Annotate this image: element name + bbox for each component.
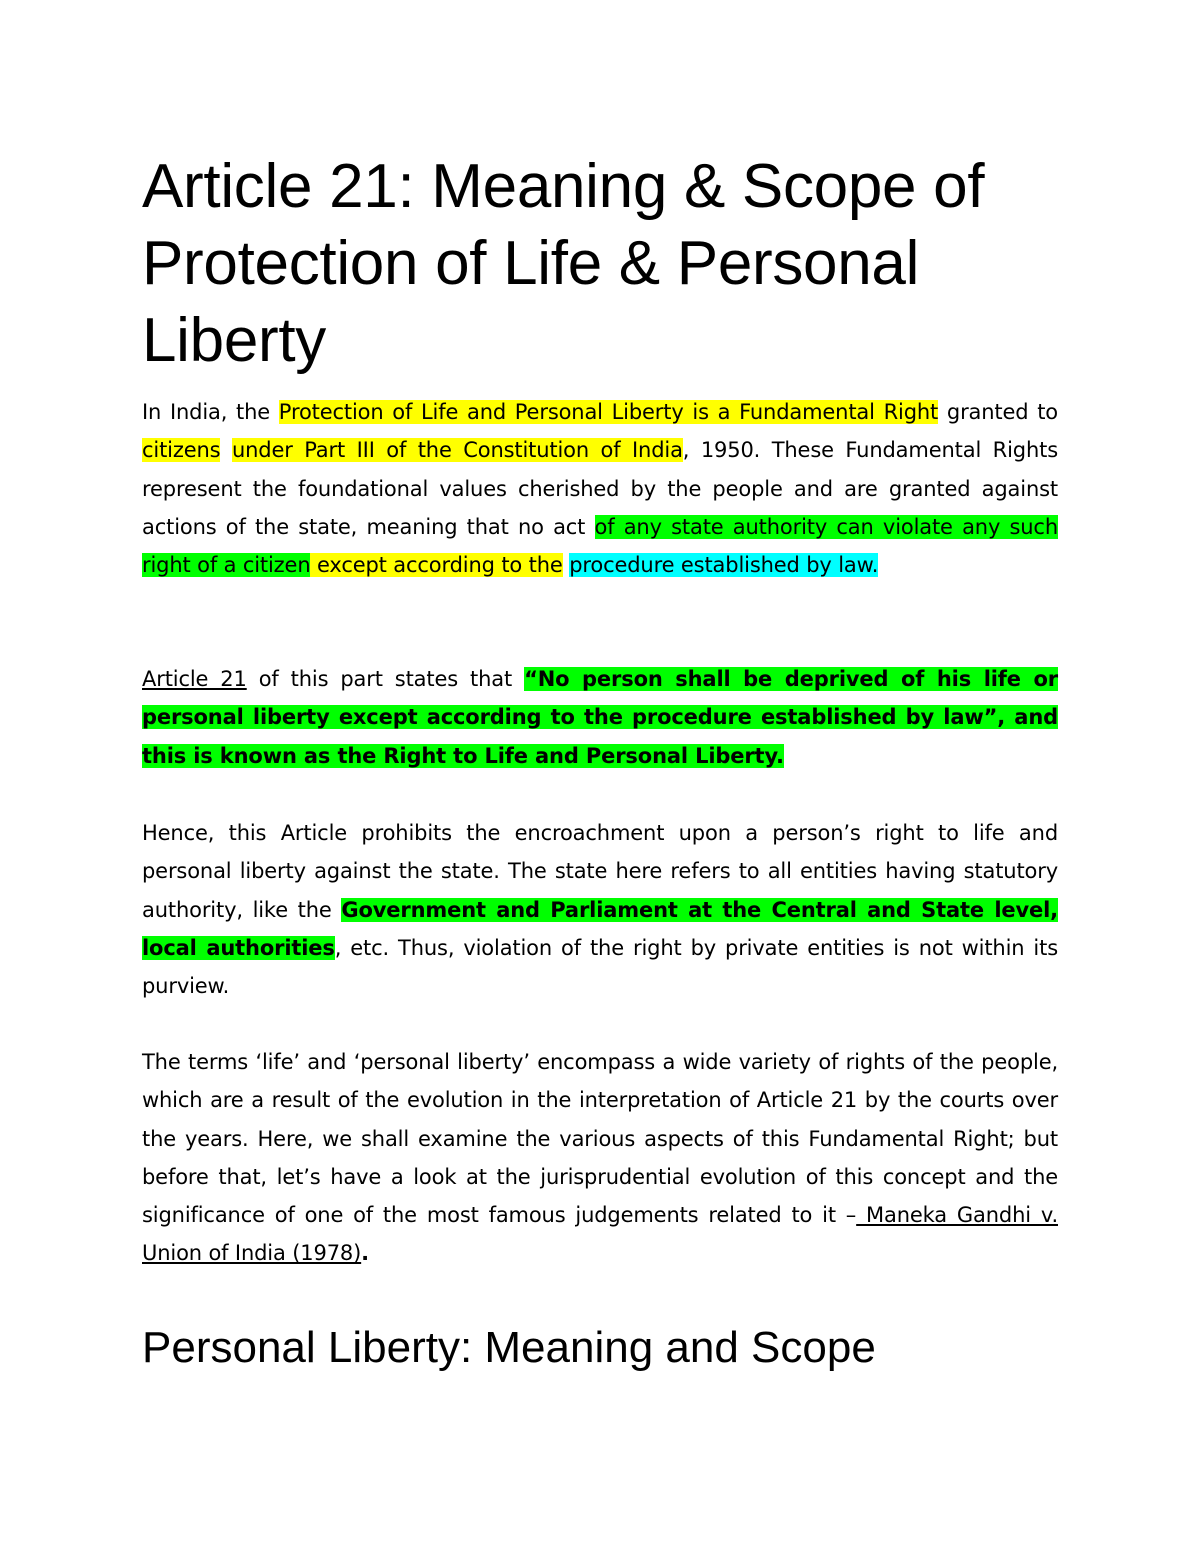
text-span bbox=[220, 438, 232, 462]
highlight-green: of any state authority can violate any such right of a citizen bbox=[142, 514, 1058, 578]
highlight-green-quote: “No person shall be deprived of his life or personal liberty except according to the procedure established by law”, and this is known as the Right to Life and Personal Liberty. bbox=[142, 667, 1058, 768]
text-span: , etc. Thus, violation of the right by private entities is not within its purview. bbox=[142, 935, 1058, 999]
highlight-yellow: under Part III of the Constitution of India bbox=[231, 438, 683, 463]
paragraph-article-21 bbox=[142, 660, 1058, 775]
text-span: In India, the bbox=[142, 400, 279, 424]
section-heading: Personal Liberty: Meaning and Scope bbox=[142, 1323, 876, 1372]
paragraph-intro bbox=[142, 393, 1058, 584]
text-span: The terms ‘life’ and ‘personal liberty’ encompass a wide variety of rights of the people, which are a result of the evolution in the interpretation of Article 21 by the courts over the years. Here, we shall examine the various aspects of this Fundamental Right; but before that, let’s have a look at the jurisprudential evolution of this concept and the significance of one of the most famous judgements related to it – bbox=[142, 1050, 1058, 1228]
text-span: , 1950. These Fundamental Rights represent the foundational values cherished by the people and are granted against actions of the state, meaning that no act bbox=[142, 438, 1058, 539]
text-span: granted to bbox=[938, 400, 1059, 424]
highlight-yellow: Protection of Life and Personal Liberty is a Fundamental Right bbox=[278, 400, 939, 424]
paragraph-life-liberty bbox=[142, 1043, 1058, 1273]
article-21-link[interactable]: Article 21 bbox=[142, 667, 247, 691]
highlight-cyan: procedure established by law. bbox=[569, 553, 879, 578]
highlight-green-bold: Government and Parliament at the Central and State level, local authorities bbox=[142, 897, 1058, 960]
highlight-yellow: except according to the bbox=[317, 553, 563, 578]
text-span: . bbox=[361, 1241, 369, 1266]
highlight-yellow: citizens bbox=[142, 438, 221, 463]
text-span: Hence, this Article prohibits the encroachment upon a person’s right to life and personal liberty against the state. The state here refers to all entities having statutory authority, like the bbox=[142, 821, 1058, 922]
text-span: of this part states that bbox=[246, 667, 525, 691]
paragraph-state-definition bbox=[142, 814, 1058, 1005]
maneka-gandhi-link[interactable]: Maneka Gandhi v. Union of India (1978) bbox=[142, 1203, 1058, 1266]
document-title: Article 21: Meaning & Scope of Protection of Life & Personal Liberty bbox=[142, 152, 985, 375]
